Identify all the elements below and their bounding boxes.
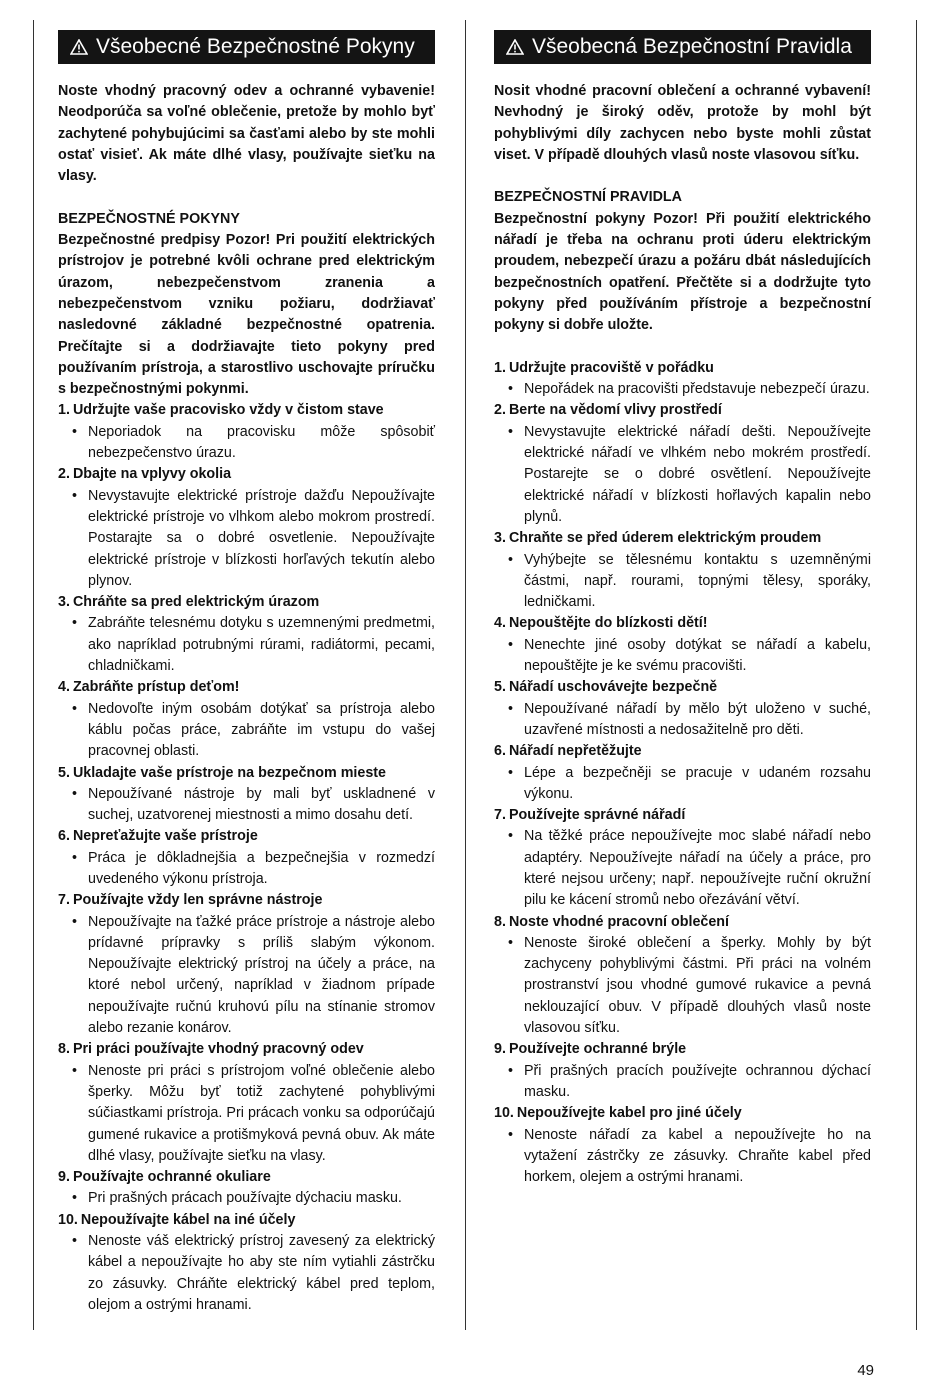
item-number: 10. [494, 1105, 514, 1122]
header-title: Všeobecné Bezpečnostné Pokyny [96, 35, 415, 58]
item-text: Lépe a bezpečněji se pracuje v udaném rozsahu výkonu. [524, 764, 871, 802]
item-number: 6. [58, 828, 70, 845]
bullet-dot: • [508, 700, 514, 717]
list-item [494, 358, 871, 401]
item-text: Nepořádek na pracovišti představuje nebezpečí úrazu. [524, 381, 870, 398]
bullet-dot: • [72, 1190, 78, 1207]
bullet-dot: • [508, 934, 514, 951]
item-title: Nepoužívajte kábel na iné účely [80, 1211, 296, 1228]
bullet-dot: • [508, 423, 514, 440]
item-title: Dbajte na vplyvy okolia [72, 466, 232, 483]
item-title: Nářadí nepřetěžujte [508, 743, 642, 760]
item-number: 10. [58, 1211, 78, 1228]
spacer [58, 187, 435, 208]
item-title: Chráňte sa pred elektrickým úrazom [72, 594, 320, 611]
bullet-dot: • [72, 785, 78, 802]
section-header [494, 30, 871, 64]
item-title: Používejte správné nářadí [508, 807, 686, 824]
item-title: Používejte ochranné brýle [508, 1041, 687, 1058]
item-number: 8. [58, 1041, 70, 1058]
item-text: Zabráňte telesnému dotyku s uzemnenými predmetmi, ako napríklad potrubnými rúrami, radiátormi, pecami, chladničkami. [88, 615, 435, 675]
item-number: 2. [494, 402, 506, 419]
item-number: 2. [58, 466, 70, 483]
item-text: Nevystavujte elektrické nářadí dešti. Nepoužívejte elektrické nářadí ve vlhkém nebo mokrém prostředí. Postarejte se o dobré osvětlení. Nepoužívejte elektrické nářadí v blízkosti hořlavých kapalin nebo plynů. [524, 423, 871, 525]
bullet-dot: • [508, 636, 514, 653]
item-number: 9. [494, 1041, 506, 1058]
bullet-dot: • [72, 1062, 78, 1079]
item-text: Nenoste nářadí za kabel a nepoužívejte ho na vytažení zástrčky ze zásuvky. Chraňte kabel před horkem, olejem a ostrými hranami. [524, 1126, 871, 1186]
item-title: Udržujte pracoviště v pořádku [508, 359, 714, 376]
item-title: Zabráňte prístup deťom! [72, 679, 240, 696]
list-item [494, 741, 871, 805]
intro-paragraph: Noste vhodný pracovný odev a ochranné vybavenie! Neodporúča sa voľné oblečenie, pretože by mohlo byť zachytené pohybujúcimi sa časťami alebo by ste mohli ostať visieť. Ak máte dlhé vlasy, používajte sieťku na vlasy. [58, 83, 435, 185]
item-title: Používajte vždy len správne nástroje [72, 892, 323, 909]
bullet-dot: • [72, 913, 78, 930]
list-item [494, 400, 871, 528]
item-text: Nenoste váš elektrický prístroj zavesený za elektrický kábel a nepoužívajte ho aby ste ním vytiahli zástrčku zo zásuvky. Chráňte elektrický kábel pred teplom, olejom a ostrými hranami. [88, 1233, 435, 1313]
list-item [58, 826, 435, 890]
item-title: Nepoužívejte kabel pro jiné účely [516, 1105, 742, 1122]
item-text: Pri prašných prácach používajte dýchaciu masku. [88, 1190, 402, 1207]
item-number: 5. [494, 679, 506, 696]
item-title: Ukladajte vaše prístroje na bezpečnom mieste [72, 764, 387, 781]
item-title: Noste vhodné pracovní oblečení [508, 913, 729, 930]
list-item [58, 400, 435, 464]
item-text: Vyhýbejte se tělesnému kontaktu s uzemněnými částmi, např. rourami, topnými tělesy, sporáky, ledničkami. [524, 551, 871, 611]
bullet-dot: • [508, 764, 514, 781]
item-number: 8. [494, 913, 506, 930]
spacer [494, 337, 871, 358]
item-text: Nenechte jiné osoby dotýkat se nářadí a kabelu, nepouštějte je ke svému pracovišti. [524, 636, 871, 675]
item-text: Nepoužívané nástroje by mali byť uskladnené v suchej, uzatvorenej miestnosti a mimo dosahu detí. [88, 785, 435, 824]
item-number: 7. [58, 892, 70, 909]
item-number: 9. [58, 1169, 70, 1186]
bullet-dot: • [72, 700, 78, 717]
item-text: Nevystavujte elektrické prístroje dažďu Nepoužívajte elektrické prístroje vo vlhkom alebo mokrom prostredí. Postarajte sa o dobré osvetlenie. Nepoužívajte elektrické prístroje v blízkosti horľavých tekutín alebo plynov. [88, 487, 435, 589]
page-number: 49 [857, 1362, 874, 1379]
warning-icon [70, 39, 88, 55]
center-divider-line [465, 20, 466, 1330]
item-text: Práca je dôkladnejšia a bezpečnejšia v rozmedzí uvedeného výkonu prístroja. [88, 849, 435, 887]
slovak-column [58, 30, 435, 1316]
section-title: BEZPEČNOSTNÍ PRAVIDLA [494, 189, 682, 206]
item-title: Chraňte se před úderem elektrickým proudem [508, 530, 822, 547]
item-title: Pri práci používajte vhodný pracovný odev [72, 1041, 364, 1058]
item-number: 6. [494, 743, 506, 760]
item-text: Nedovoľte iným osobám dotýkať sa prístroja alebo káblu počas práce, zabráňte im vstupu do vašej pracovnej oblasti. [88, 700, 435, 760]
item-title: Nářadí uschovávejte bezpečně [508, 679, 718, 696]
list-item [58, 1167, 435, 1210]
intro-paragraph: Nosit vhodné pracovní oblečení a ochranné vybavení! Nevhodný je široký oděv, protože by mohl být pohyblivými díly zachycen nebo byste mohli zůstat viset. V případě dlouhých vlasů noste vlasovou síťku. [494, 83, 871, 163]
bullet-dot: • [72, 1233, 78, 1250]
item-text: Nenoste pri práci s prístrojom voľné oblečenie alebo šperky. Môžu byť totiž zachytené pohyblivými súčiastkami prístroja. Pri prácach vonku sa odporúčajú gumené rukavice a protišmyková pevná obuv. Ak máte dlhé vlasy, používajte sieťku na vlasy. [88, 1062, 435, 1164]
list-item [494, 613, 871, 677]
bullet-dot: • [72, 487, 78, 504]
item-text: Na těžké práce nepoužívejte moc slabé nářadí nebo adaptéry. Nepoužívejte nářadí na účely a práce, pro které nejsou určeny; např. nepoužívejte ruční okružní pilu ke kácení stromů nebo ořezávání větví. [524, 828, 871, 909]
bullet-dot: • [508, 828, 514, 845]
item-text: Nenoste široké oblečení a šperky. Mohly by být zachyceny pohyblivými částmi. Při práci na volném prostranství jsou vhodné gumové rukavice a pevná neklouzající obuv. V případě dlouhých vlasů noste vlasovou síťku. [524, 934, 871, 1037]
item-text: Při prašných pracích používejte ochrannou dýchací masku. [524, 1062, 871, 1100]
list-item [58, 763, 435, 827]
list-item [494, 528, 871, 613]
section-header [58, 30, 435, 64]
bullet-dot: • [72, 423, 78, 440]
item-number: 5. [58, 764, 70, 781]
bullet-dot: • [508, 381, 514, 398]
list-item [58, 592, 435, 677]
item-number: 1. [58, 402, 70, 419]
item-title: Udržujte vaše pracovisko vždy v čistom stave [72, 402, 384, 419]
bullet-dot: • [72, 615, 78, 632]
spacer [494, 166, 871, 187]
list-item [58, 890, 435, 1039]
bullet-dot: • [508, 1062, 514, 1079]
left-margin-line [33, 20, 34, 1330]
warning-icon [506, 39, 524, 55]
item-text: Nepoužívajte na ťažké práce prístroje a nástroje alebo prídavné prípravky s príliš slabým výkonom. Nepoužívajte elektrický prístroj na účely a práce, na ktoré nebol určený, napríklad v žiadnom prípade nepoužívajte ručnú kruhovú pílu na stínanie stromov alebo rezanie konárov. [88, 913, 435, 1037]
list-item [494, 1039, 871, 1103]
list-item [494, 677, 871, 741]
bullet-dot: • [72, 849, 78, 866]
section-title: BEZPEČNOSTNÉ POKYNY [58, 210, 240, 227]
list-item [58, 464, 435, 592]
item-number: 3. [58, 594, 70, 611]
item-number: 7. [494, 807, 506, 824]
bullet-dot: • [508, 1126, 514, 1143]
item-number: 3. [494, 530, 506, 547]
item-text: Nepoužívané nářadí by mělo být uloženo v suché, uzavřené místnosti a nedosažitelně pro děti. [524, 700, 871, 738]
right-margin-line [916, 20, 917, 1330]
item-title: Používajte ochranné okuliare [72, 1169, 271, 1186]
item-title: Berte na vědomí vlivy prostředí [508, 402, 722, 419]
item-number: 4. [494, 615, 506, 632]
item-text: Neporiadok na pracovisku môže spôsobiť nebezpečenstvo úrazu. [88, 423, 435, 462]
bullet-dot: • [508, 551, 514, 568]
czech-column [494, 30, 871, 1188]
list-item [58, 1210, 435, 1316]
item-title: Nepouštějte do blízkosti dětí! [508, 615, 708, 632]
section-paragraph: Bezpečnostné predpisy Pozor! Pri použití elektrických prístrojov je potrebné kvôli ochrane pred elektrickým úrazom, nebezpečenstvom zranenia a nebezpečenstvom vzniku požiaru, dodržiavať nasledovné základné bezpečnostné opatrenia. Prečítajte si a dodržiavajte tieto pokyny pred používaním prístroja, a starostlivo uschovajte príručku s bezpečnostnými pokynmi. [58, 232, 435, 398]
list-item [58, 677, 435, 762]
header-title: Všeobecná Bezpečnostní Pravidla [532, 35, 852, 58]
section-paragraph: Bezpečnostní pokyny Pozor! Při použití elektrického nářadí je třeba na ochranu proti úderu elektrickým proudem, nebezpečí úrazu a požáru dbát následujících bezpečnostních opatření. Přečtěte si a dodržujte tyto pokyny před používáním přístroje a bezpečnostní pokyny si dobře uložte. [494, 210, 871, 334]
list-item [494, 912, 871, 1040]
list-item [494, 1103, 871, 1188]
list-item [494, 805, 871, 911]
list-item [58, 1039, 435, 1167]
item-title: Nepreťažujte vaše prístroje [72, 828, 258, 845]
item-number: 1. [494, 359, 506, 376]
item-number: 4. [58, 679, 70, 696]
